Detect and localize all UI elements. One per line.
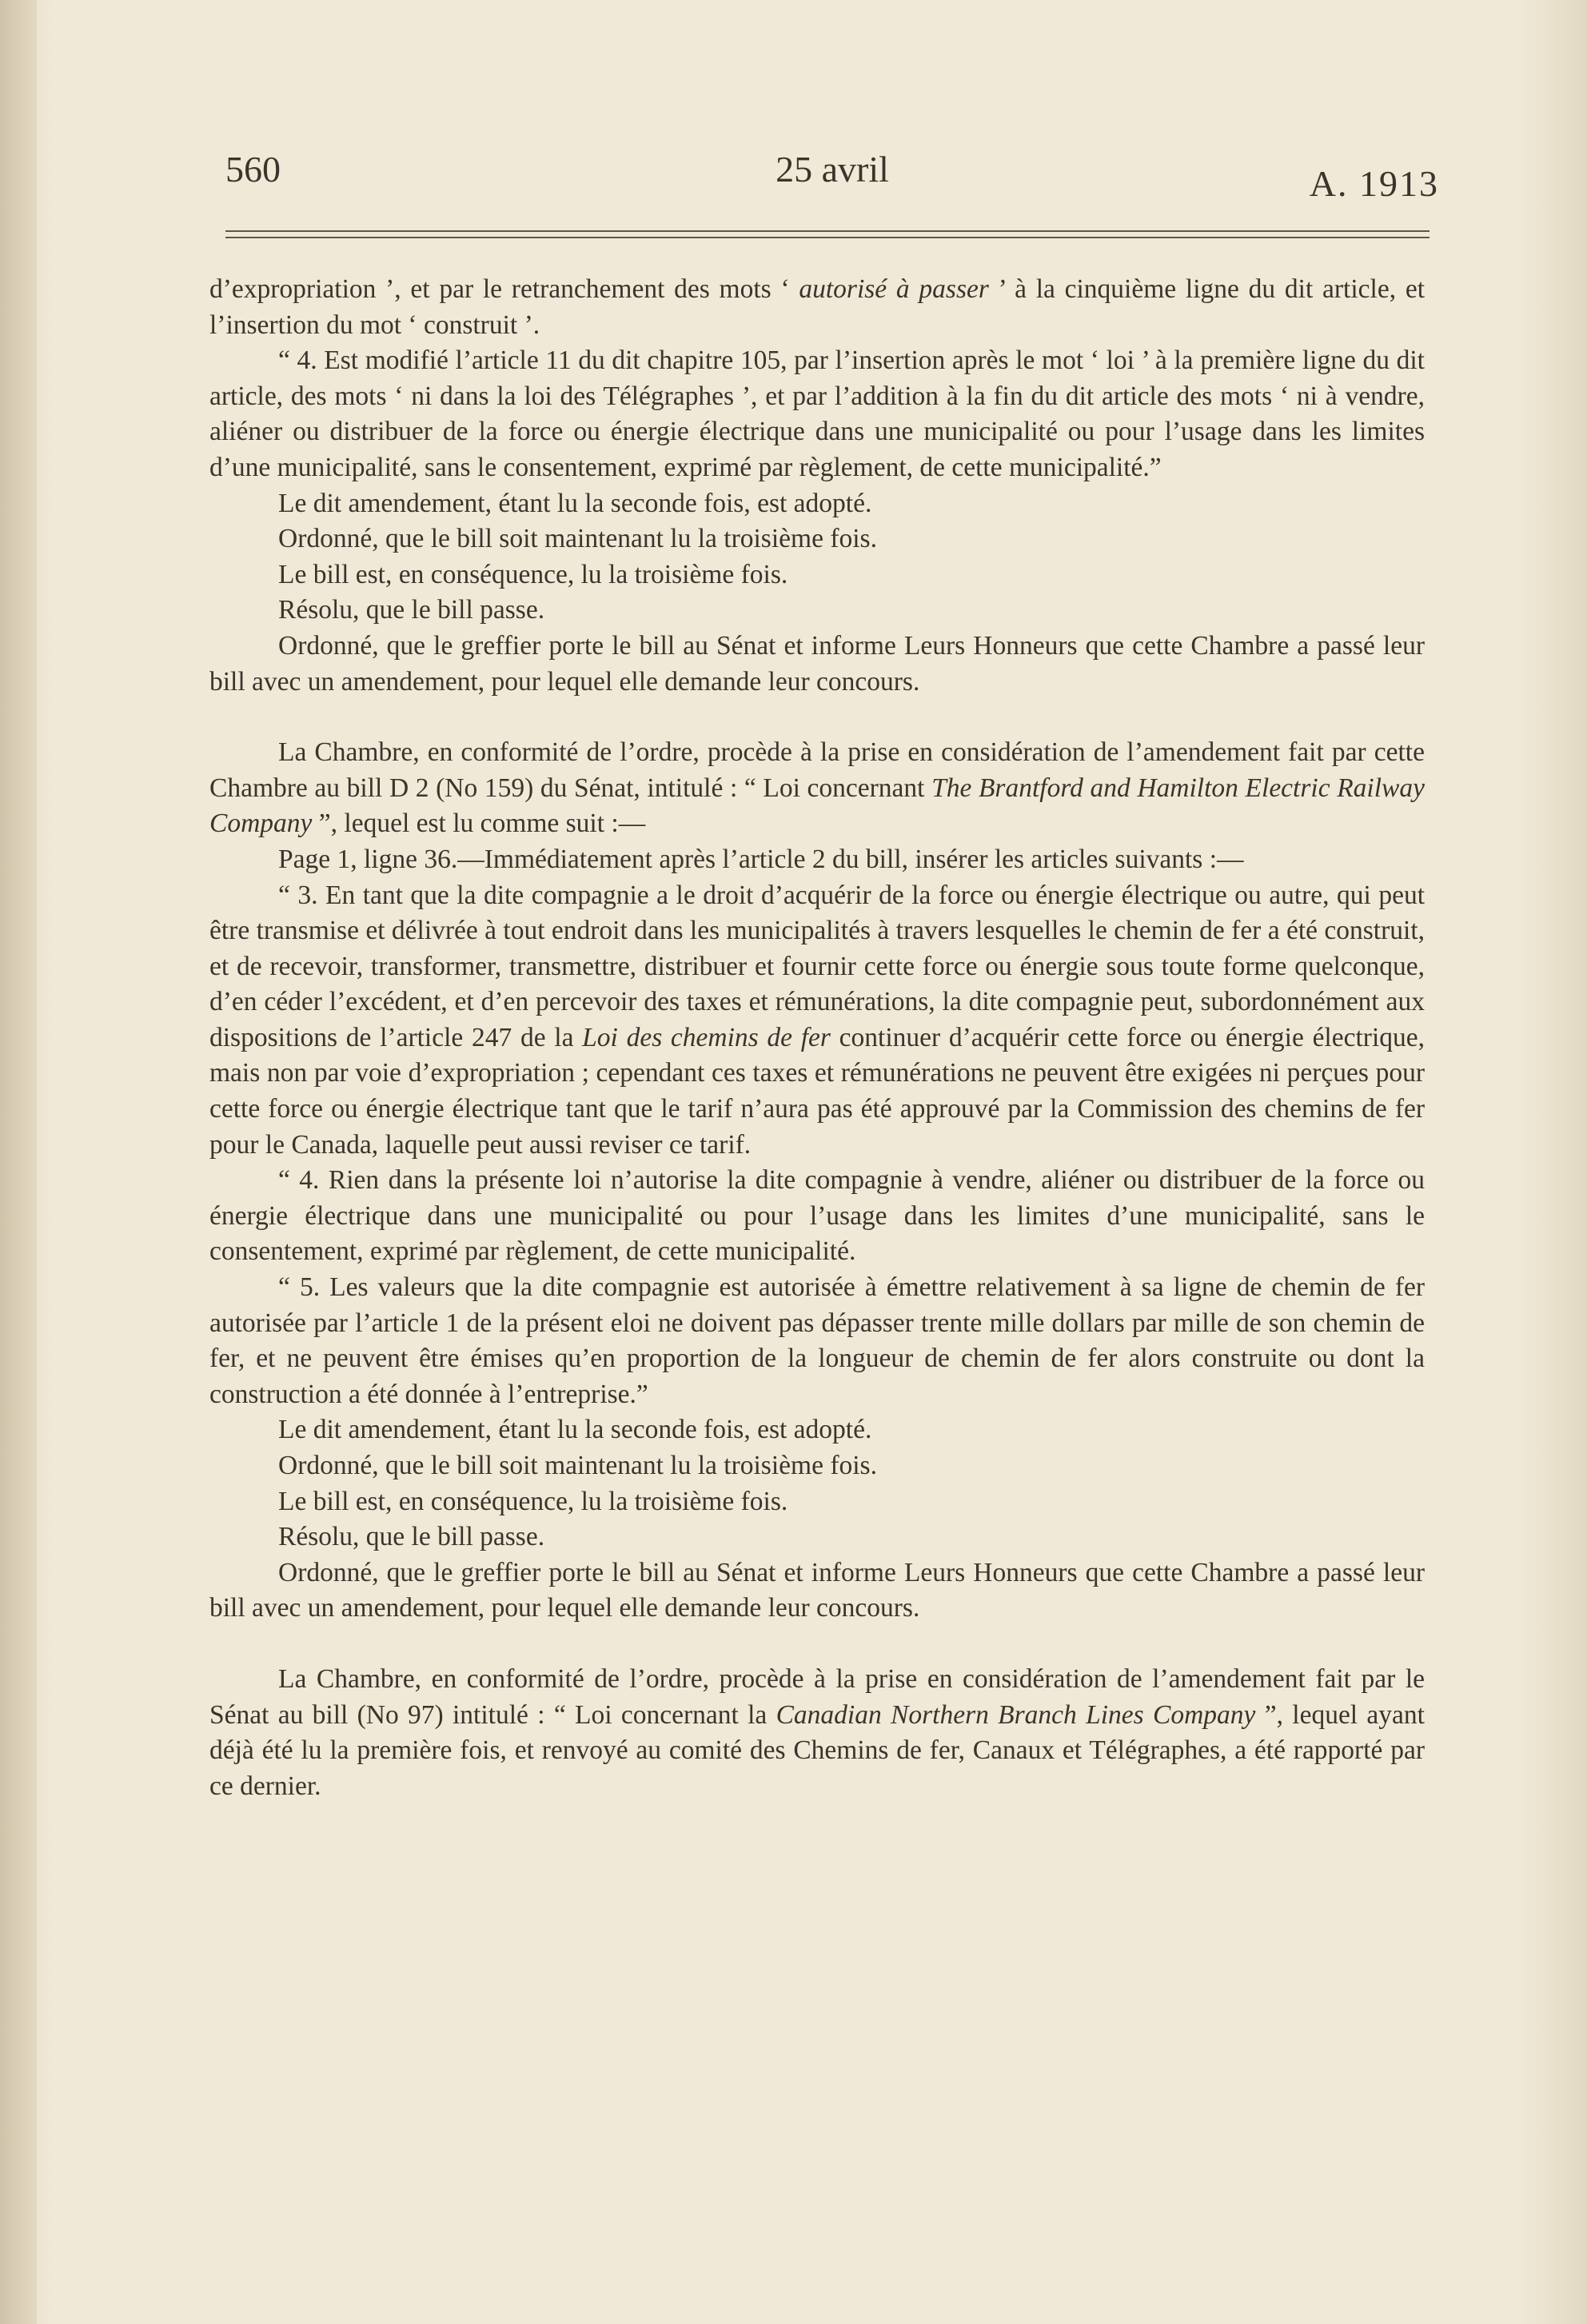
paragraph [209,343,1425,485]
text-run: La Chambre, en conformité de l’ordre, procède à la prise en considération de l’amendement fait par cette Chambre au bill D 2 (No 159) du Sénat, intitulé : “ Loi concernant [209,737,1425,803]
text-run: “ 3. En tant que la dite compagnie a le droit d’acquérir de la force ou énergie électrique ou autre, qui peut être transmise et délivrée à tout endroit dans les municipalités à travers lesquelles le chemin de fer a été construit, et de recevoir, transformer, transmettre, distribuer et fournir cette force ou énergie sous toute forme quelconque, d’en céder l’excédent, et d’en percevoir des taxes et rémunérations, la dite compagnie peut, subordonnément aux dispositions de l’article 247 de la [209,880,1425,1052]
italic-text: Loi des chemins de fer [582,1022,831,1052]
text-run: Ordonné, que le bill soit maintenant lu la troisième fois. [278,1451,877,1480]
italic-text: autorisé à passer [799,274,989,304]
paragraph [209,557,1425,593]
text-run: Ordonné, que le greffier porte le bill au Sénat et informe Leurs Honneurs que cette Chambre a passé leur bill avec un amendement, pour lequel elle demande leur concours. [209,630,1425,697]
header-rule-bottom [225,237,1429,238]
text-run: Le dit amendement, étant lu la seconde fois, est adopté. [278,1415,872,1445]
paragraph [209,1484,1425,1520]
text-run: ”, lequel ayant déjà été lu la première fois, et renvoyé au comité des Chemins de fer, Canaux et Télégraphes, a été rapporté par ce dernier. [209,1699,1425,1801]
text-run: d’expropriation ’, et par le retranchement des mots ‘ [209,274,799,304]
paragraph [209,593,1425,629]
paragraph [209,1270,1425,1412]
text-run: Le dit amendement, étant lu la seconde fois, est adopté. [278,488,872,518]
text-run: Ordonné, que le greffier porte le bill au Sénat et informe Leurs Honneurs que cette Chambre a passé leur bill avec un amendement, pour lequel elle demande leur concours. [209,1557,1425,1623]
paragraph [209,1519,1425,1555]
paragraph [209,735,1425,842]
text-run: Le bill est, en conséquence, lu la troisième fois. [278,1486,788,1516]
paragraph [209,272,1425,343]
header-rule-top [225,230,1429,232]
paragraph [209,1555,1425,1627]
paragraph [209,1163,1425,1270]
text-run: Le bill est, en conséquence, lu la troisième fois. [278,559,788,589]
text-run: continuer d’acquérir cette force ou énergie électrique, mais non par voie d’expropriation ; cependant ces taxes et rémunérations ne peuvent être exigées ni perçues pour cette force ou énergie électrique tant que le tarif n’aura pas été approuvé par la Commission des chemins de fer pour le Canada, laquelle peut aussi reviser ce tarif. [209,1022,1425,1160]
text-run: Résolu, que le bill passe. [278,595,545,625]
text-run: “ 4. Rien dans la présente loi n’autorise la dite compagnie à vendre, aliéner ou distribuer de la force ou énergie électrique dans une municipalité ou pour l’usage dans les limites d’une municipalité, sans le consentement, exprimé par règlement, de cette municipalité. [209,1165,1425,1267]
paragraph [209,1448,1425,1484]
paragraph [209,1662,1425,1804]
italic-text: The Brantford and Hamilton Electric Railway Company [209,773,1425,839]
text-run: Résolu, que le bill passe. [278,1522,545,1552]
paragraph [209,842,1425,878]
italic-text: Canadian Northern Branch Lines Company [776,1699,1256,1730]
body-text [209,272,1425,1804]
paragraph [209,629,1425,700]
page-number: 560 [225,149,281,190]
text-run: La Chambre, en conformité de l’ordre, procède à la prise en considération de l’amendement fait par le Sénat au bill (No 97) intitulé : “ Loi concernant la [209,1663,1425,1730]
paragraph [209,486,1425,522]
paragraph [209,878,1425,1164]
paragraph [209,521,1425,557]
header-year: A. 1913 [1309,163,1439,204]
running-header [225,148,1439,204]
paragraph [209,1412,1425,1448]
text-run: Page 1, ligne 36.—Immédiatement après l’article 2 du bill, insérer les articles suivants :— [278,844,1244,874]
text-run: ’ à la cinquième ligne du dit article, et l’insertion du mot ‘ construit ’. [209,274,1426,340]
header-date: 25 avril [776,149,889,190]
text-run: Ordonné, que le bill soit maintenant lu la troisième fois. [278,524,877,554]
text-run: “ 5. Les valeurs que la dite compagnie est autorisée à émettre relativement à sa ligne de chemin de fer autorisée par l’article 1 de la présent eloi ne doivent pas dépasser trente mille dollars par mille de son chemin de fer, et ne peuvent être émises qu’en proportion de la longueur de chemin de fer alors construite ou dont la construction a été donnée à l’entreprise.” [209,1272,1425,1409]
text-run: “ 4. Est modifié l’article 11 du dit chapitre 105, par l’insertion après le mot ‘ loi ’ à la première ligne du dit article, des mots ‘ ni dans la loi des Télégraphes ’, et par l’addition à la fin du dit article des mots ‘ ni à vendre, aliéner ou distribuer de la force ou énergie électrique dans une municipalité ou pour l’usage dans les limites d’une municipalité, sans le consentement, exprimé par règlement, de cette municipalité.” [209,345,1425,482]
binding-shadow [0,0,37,2324]
text-run: ”, lequel est lu comme suit :— [312,809,646,839]
